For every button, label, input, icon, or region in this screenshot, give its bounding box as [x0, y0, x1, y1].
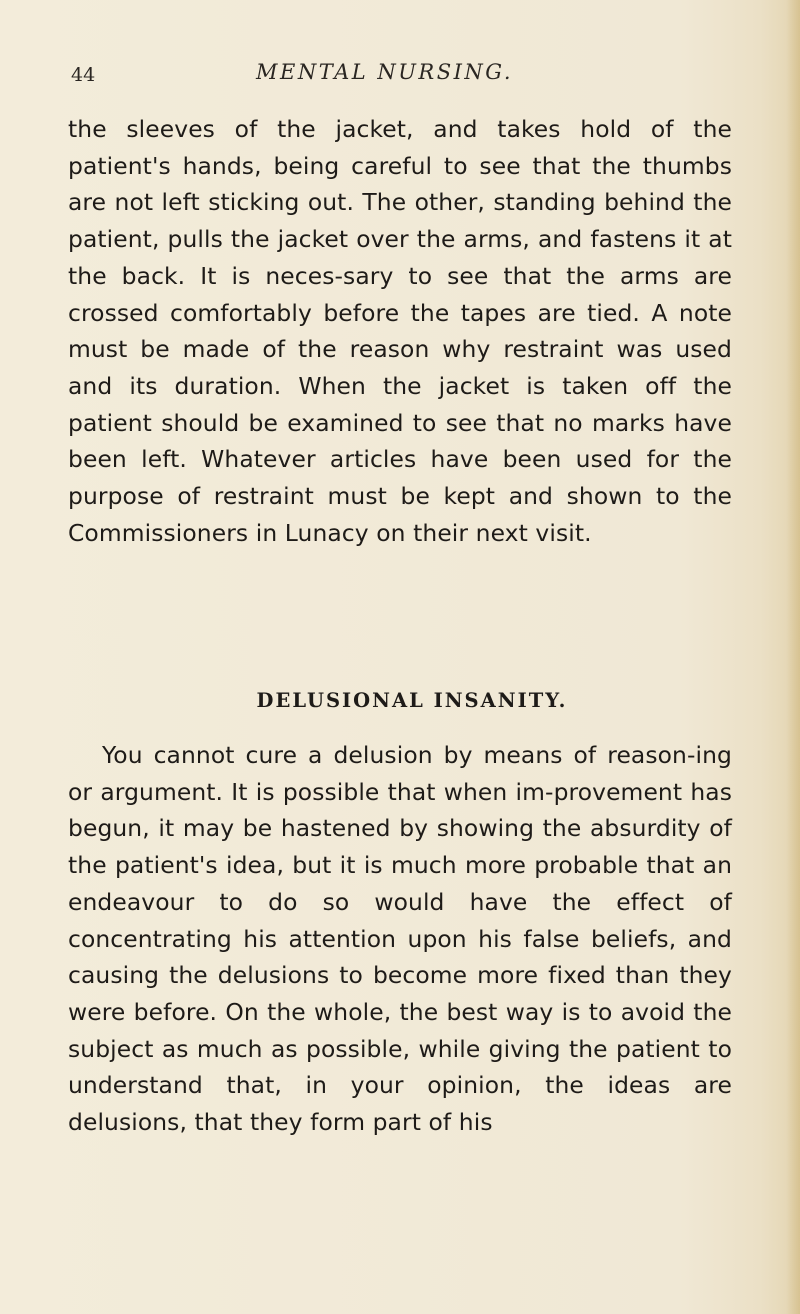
- page-edge-shadow: [786, 0, 800, 1314]
- running-head: MENTAL NURSING.: [256, 60, 513, 84]
- paragraph-restraint: the sleeves of the jacket, and takes hold of the patient's hands, being careful to see that the thumbs are not left sticking out. The other, standing behind the patient, pulls the jacket over the arms, and fastens it at the back. It is neces-sary to see that the arms are crossed comfortably before the tapes are tied. A note must be made of the reason why restraint was used and its duration. When the jacket is taken off the patient should be examined to see that no marks have been left. Whatever articles have been used for the purpose of restraint must be kept and shown to the Commissioners in Lunacy on their next visit.: [68, 115, 732, 547]
- paragraph-delusions: You cannot cure a delusion by means of reason-ing or argument. It is possible that when im-provement has begun, it may be hastened by showing the absurdity of the patient's idea, but it is much more probable that an endeavour to do so would have the effect of concentrating his attention upon his false beliefs, and causing the delusions to become more fixed than they were before. On the whole, the best way is to avoid the subject as much as possible, while giving the patient to understand that, in your opinion, the ideas are delusions, that they form part of his: [68, 741, 732, 1137]
- section-heading: DELUSIONAL INSANITY.: [256, 689, 568, 712]
- page-number: 44: [71, 64, 96, 86]
- page-header: [0, 60, 800, 100]
